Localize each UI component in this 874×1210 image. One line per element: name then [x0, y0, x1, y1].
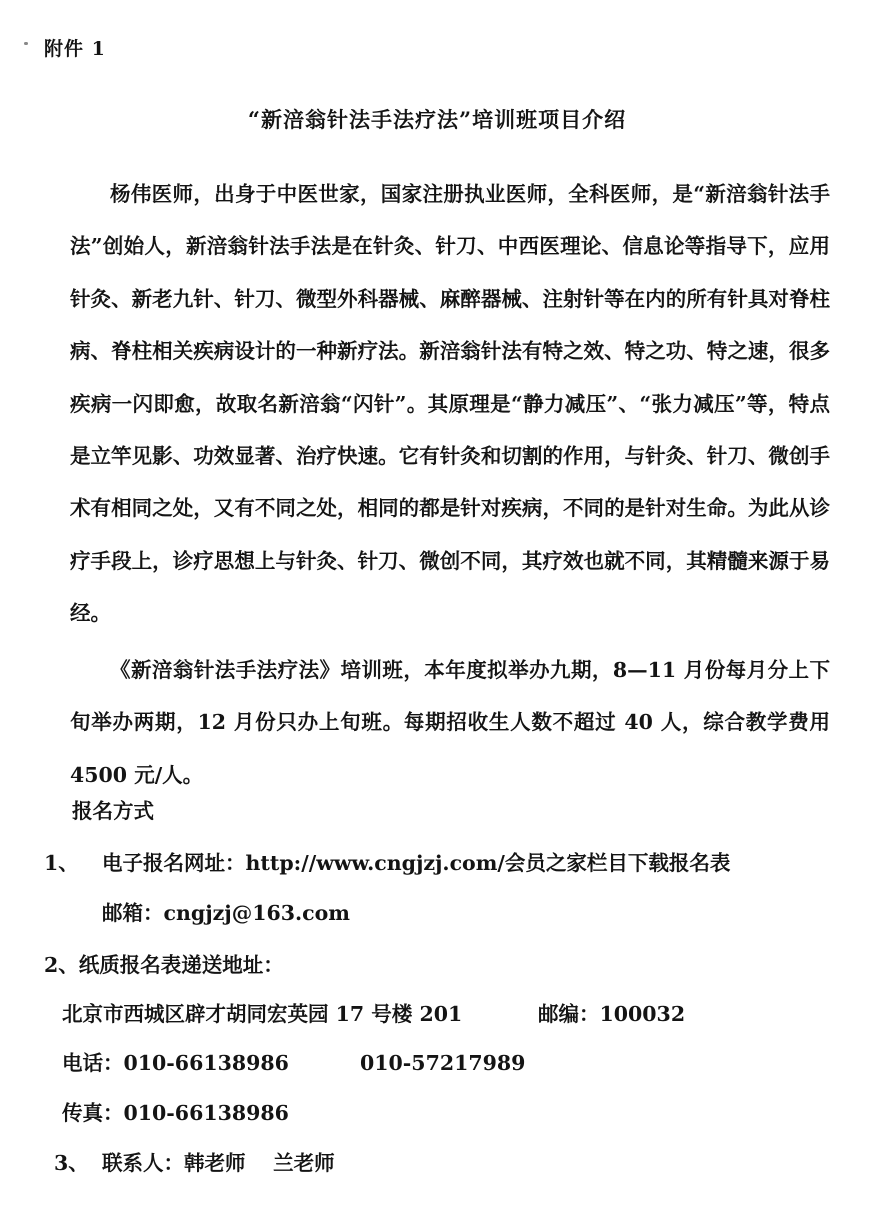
item3-number: 3、	[54, 1151, 89, 1175]
phone-secondary: 010-57217989	[360, 1051, 526, 1075]
postcode: 邮编：100032	[538, 1002, 686, 1026]
mailing-address: 北京市西城区辟才胡同宏英园 17 号楼 201	[62, 1002, 463, 1026]
document-title: “新涪翁针法手法疗法”培训班项目介绍	[247, 107, 627, 132]
item1-number: 1、	[44, 851, 79, 875]
attachment-label: 附件 1	[44, 38, 106, 60]
item1-website: 电子报名网址：http://www.cngjzj.com/会员之家栏目下载报名表	[102, 851, 731, 875]
schedule-paragraph: 《新涪翁针法手法疗法》培训班，本年度拟举办九期，8—11 月份每月分上下旬举办两期，12 月份只办上旬班。每期招收生人数不超过 40 人，综合教学费用 4500 元/人。	[70, 658, 830, 787]
intro-paragraph: 杨伟医师，出身于中医世家，国家注册执业医师，全科医师，是“新涪翁针法手法”创始人，新涪翁针法手法是在针灸、针刀、中西医理论、信息论等指导下，应用针灸、新老九针、针刀、微型外科器械、麻醉器械、注射针等在内的所有针具对脊柱病、脊柱相关疾病设计的一种新疗法。新涪翁针法有特之效、特之功、特之速，很多疾病一闪即愈，故取名新涪翁“闪针”。其原理是“静力减压”、“张力减压”等，特点是立竿见影、功效显著、治疗快速。它有针灸和切割的作用，与针灸、针刀、微创手术有相同之处，又有不同之处，相同的都是针对疾病，不同的是针对生命。为此从诊疗手段上，诊疗思想上与针灸、针刀、微创不同，其疗效也就不同，其精髓来源于易经。	[70, 182, 830, 626]
contact-persons: 联系人：韩老师 兰老师	[102, 1151, 335, 1175]
item2-heading: 2、纸质报名表递送地址：	[44, 953, 284, 977]
fax-number: 传真：010-66138986	[62, 1101, 289, 1125]
item1-email: 邮箱：cngjzj@163.com	[102, 901, 350, 925]
scan-speck	[24, 42, 28, 45]
phone-primary: 电话：010-66138986	[62, 1051, 289, 1075]
registration-heading: 报名方式	[72, 799, 154, 823]
